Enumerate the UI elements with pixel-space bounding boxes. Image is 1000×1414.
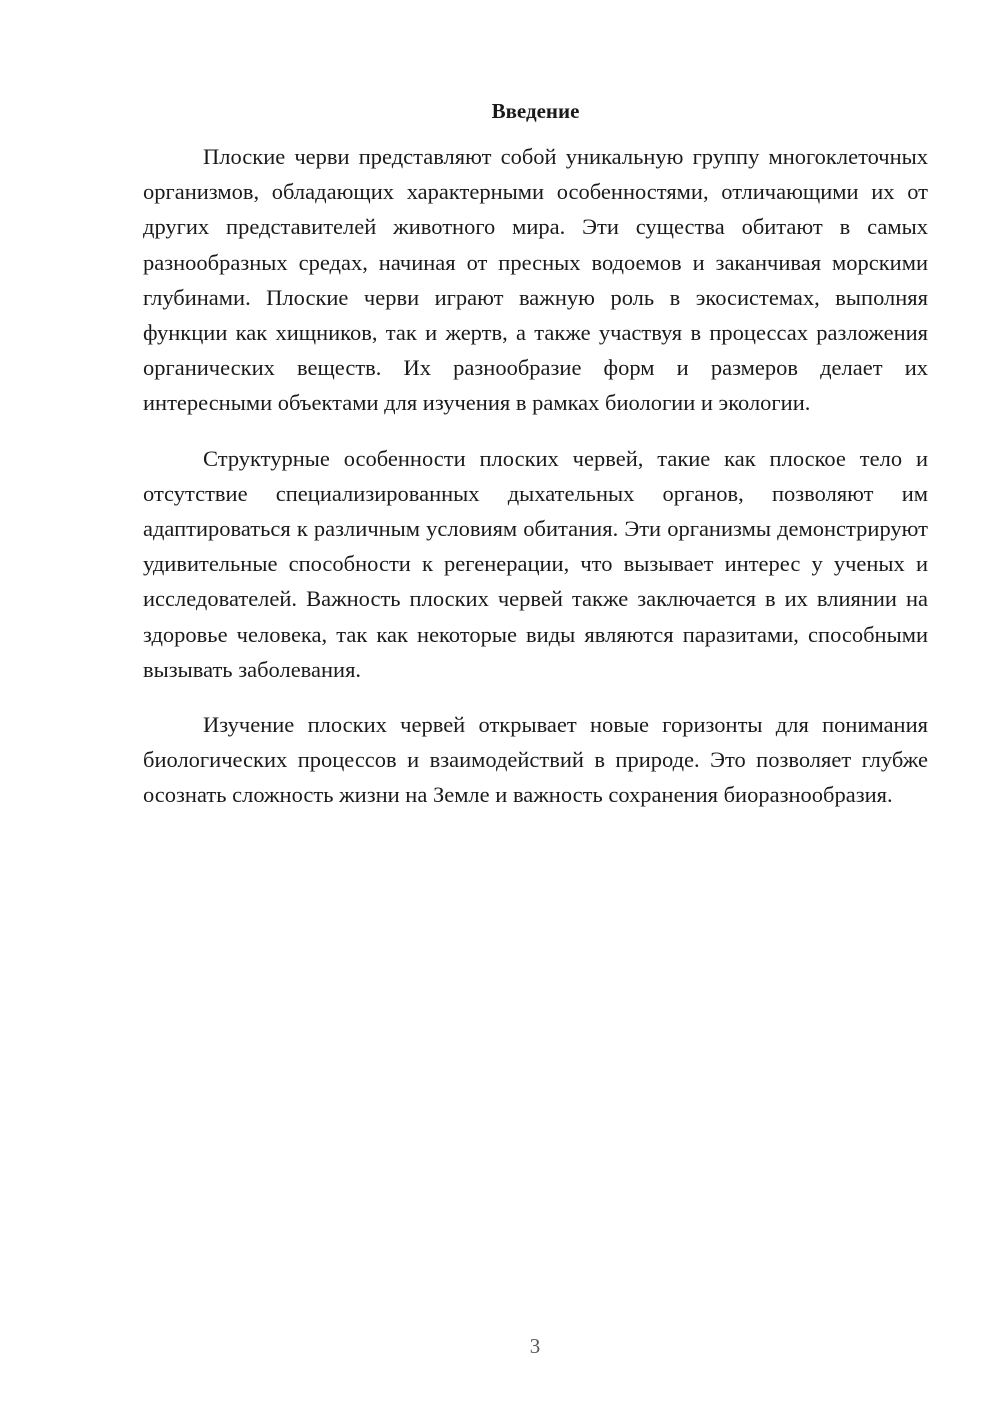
page-content: [143, 96, 928, 833]
paragraph-2: Структурные особенности плоских червей, такие как плоское тело и отсутствие специализированных дыхательных органов, позволяют им адаптироваться к различным условиям обитания. Эти организмы демонстрируют удивительные способности к регенерации, что вызывает интерес у ученых и исследователей. Важность плоских червей также заключается в их влиянии на здоровье человека, так как некоторые виды являются паразитами, способными вызывать заболевания.: [143, 445, 928, 682]
paragraph-3: Изучение плоских червей открывает новые горизонты для понимания биологических процессов и взаимодействий в природе. Это позволяет глубже осознать сложность жизни на Земле и важность сохранения биоразнообразия.: [143, 712, 928, 808]
paragraph-1: Плоские черви представляют собой уникальную группу многоклеточных организмов, обладающих характерными особенностями, отличающими их от других представителей животного мира. Эти существа обитают в самых разнообразных средах, начиная от пресных водоемов и заканчивая морскими глубинами. Плоские черви играют важную роль в экосистемах, выполняя функции как хищников, так и жертв, а также участвуя в процессах разложения органических веществ. Их разнообразие форм и размеров делает их интересными объектами для изучения в рамках биологии и экологии.: [143, 144, 928, 416]
page-number: 3: [529, 1334, 541, 1358]
section-heading: Введение: [491, 99, 580, 123]
